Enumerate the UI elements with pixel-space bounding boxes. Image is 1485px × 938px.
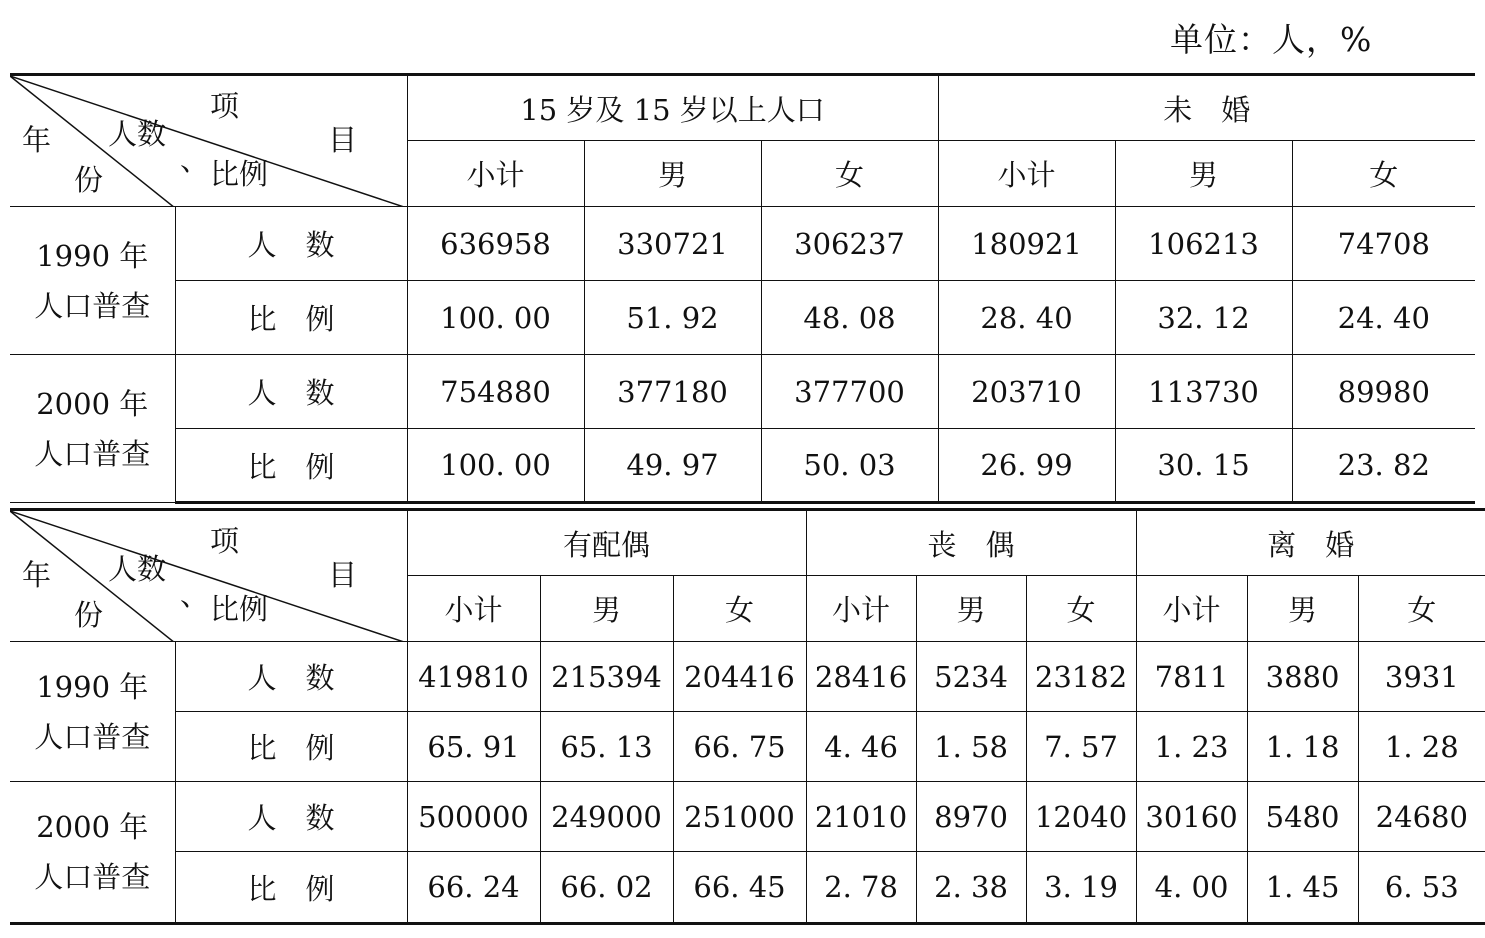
- row-group-label: [10, 207, 175, 355]
- table-cell: 28. 40: [938, 281, 1115, 355]
- corner-sep-label: 、: [180, 578, 210, 612]
- sub-header-female: 女: [1292, 141, 1475, 207]
- corner-header-cell: [10, 510, 407, 642]
- corner-ratio-label: 比例: [210, 157, 269, 191]
- table-cell: 24. 40: [1292, 281, 1475, 355]
- table-cell: 500000: [407, 782, 540, 852]
- table-cell: 66. 24: [407, 852, 540, 924]
- sub-header-male: 男: [584, 141, 761, 207]
- table-cell: 5234: [916, 642, 1026, 712]
- sub-header-male: 男: [1115, 141, 1292, 207]
- table-cell: 66. 45: [673, 852, 806, 924]
- table-cell: 1. 58: [916, 712, 1026, 782]
- table-cell: 28416: [806, 642, 916, 712]
- table-cell: 7. 57: [1026, 712, 1136, 782]
- table-cell: 5480: [1247, 782, 1358, 852]
- table-cell: 636958: [407, 207, 584, 281]
- sub-header-female: 女: [1026, 576, 1136, 642]
- table-cell: 65. 91: [407, 712, 540, 782]
- table-cell: 106213: [1115, 207, 1292, 281]
- sub-header-subtotal: 小计: [407, 576, 540, 642]
- row-label-ratio: 比 例: [175, 281, 407, 355]
- table-marital-status-top: [10, 73, 1475, 504]
- sub-header-female: 女: [761, 141, 938, 207]
- group-header: 离 婚: [1136, 510, 1485, 576]
- row-group-label: [10, 355, 175, 503]
- corner-mu-label: 目: [328, 558, 358, 592]
- table-cell: 30. 15: [1115, 429, 1292, 503]
- group-header: 有配偶: [407, 510, 806, 576]
- table-cell: 6. 53: [1358, 852, 1485, 924]
- row-label-ratio: 比 例: [175, 429, 407, 503]
- row-label-count: 人 数: [175, 207, 407, 281]
- table-cell: 50. 03: [761, 429, 938, 503]
- table-cell: 215394: [540, 642, 673, 712]
- row-label-count: 人 数: [175, 782, 407, 852]
- table-cell: 48. 08: [761, 281, 938, 355]
- corner-ratio-label: 比例: [210, 592, 269, 626]
- table-cell: 4. 46: [806, 712, 916, 782]
- table-cell: 4. 00: [1136, 852, 1247, 924]
- corner-mu-label: 目: [328, 123, 358, 157]
- group-header: 15 岁及 15 岁以上人口: [407, 75, 938, 141]
- table-cell: 66. 75: [673, 712, 806, 782]
- table-cell: 330721: [584, 207, 761, 281]
- table-cell: 3. 19: [1026, 852, 1136, 924]
- group-header: 丧 偶: [806, 510, 1136, 576]
- table-cell: 66. 02: [540, 852, 673, 924]
- table-cell: 65. 13: [540, 712, 673, 782]
- row-group-year: 2000 年: [36, 386, 149, 421]
- table-cell: 3931: [1358, 642, 1485, 712]
- table-cell: 21010: [806, 782, 916, 852]
- corner-count-label: 人数: [108, 552, 167, 586]
- row-group-year: 2000 年: [36, 810, 149, 844]
- table-cell: 249000: [540, 782, 673, 852]
- row-group-label: [10, 782, 175, 924]
- table-cell: 1. 18: [1247, 712, 1358, 782]
- table-cell: 377700: [761, 355, 938, 429]
- table-cell: 23. 82: [1292, 429, 1475, 503]
- table-cell: 8970: [916, 782, 1026, 852]
- sub-header-male: 男: [916, 576, 1026, 642]
- sub-header-male: 男: [540, 576, 673, 642]
- row-label-count: 人 数: [175, 355, 407, 429]
- table-cell: 2. 38: [916, 852, 1026, 924]
- corner-item-label: 项: [210, 89, 240, 123]
- row-label-ratio: 比 例: [175, 712, 407, 782]
- row-group-year: 1990 年: [36, 669, 149, 704]
- table-cell: 1. 23: [1136, 712, 1247, 782]
- table-cell: 1. 28: [1358, 712, 1485, 782]
- table-cell: 754880: [407, 355, 584, 429]
- table-cell: 51. 92: [584, 281, 761, 355]
- sub-header-subtotal: 小计: [1136, 576, 1247, 642]
- sub-header-subtotal: 小计: [938, 141, 1115, 207]
- unit-label: 单位：人，%: [1170, 20, 1373, 59]
- table-cell: 74708: [1292, 207, 1475, 281]
- table-cell: 89980: [1292, 355, 1475, 429]
- table-cell: 49. 97: [584, 429, 761, 503]
- table-cell: 2. 78: [806, 852, 916, 924]
- sub-header-female: 女: [673, 576, 806, 642]
- table-cell: 7811: [1136, 642, 1247, 712]
- table-cell: 180921: [938, 207, 1115, 281]
- row-group-label: [10, 642, 175, 782]
- corner-header-cell: [10, 75, 407, 207]
- table-marital-status-bottom: [10, 508, 1485, 925]
- sub-header-subtotal: 小计: [407, 141, 584, 207]
- table-cell: 203710: [938, 355, 1115, 429]
- table-cell: 377180: [584, 355, 761, 429]
- corner-fen-label: 份: [74, 598, 104, 632]
- table-cell: 32. 12: [1115, 281, 1292, 355]
- row-group-census: 人口普查: [34, 719, 151, 754]
- table-cell: 30160: [1136, 782, 1247, 852]
- table-cell: 100. 00: [407, 429, 584, 503]
- group-header: 未 婚: [938, 75, 1475, 141]
- table-cell: 204416: [673, 642, 806, 712]
- corner-count-label: 人数: [108, 117, 167, 151]
- table-cell: 306237: [761, 207, 938, 281]
- row-label-ratio: 比 例: [175, 852, 407, 924]
- row-group-census: 人口普查: [34, 860, 151, 894]
- row-label-count: 人 数: [175, 642, 407, 712]
- table-cell: 251000: [673, 782, 806, 852]
- sub-header-male: 男: [1247, 576, 1358, 642]
- sub-header-subtotal: 小计: [806, 576, 916, 642]
- row-group-census: 人口普查: [34, 436, 151, 471]
- table-cell: 113730: [1115, 355, 1292, 429]
- sub-header-female: 女: [1358, 576, 1485, 642]
- table-cell: 12040: [1026, 782, 1136, 852]
- table-cell: 419810: [407, 642, 540, 712]
- table-cell: 26. 99: [938, 429, 1115, 503]
- row-group-year: 1990 年: [36, 238, 149, 273]
- table-cell: 24680: [1358, 782, 1485, 852]
- corner-year-label: 年: [22, 558, 52, 592]
- table-cell: 3880: [1247, 642, 1358, 712]
- corner-fen-label: 份: [74, 163, 104, 197]
- table-cell: 23182: [1026, 642, 1136, 712]
- corner-item-label: 项: [210, 524, 240, 558]
- table-cell: 1. 45: [1247, 852, 1358, 924]
- table-cell: 100. 00: [407, 281, 584, 355]
- corner-year-label: 年: [22, 123, 52, 157]
- row-group-census: 人口普查: [34, 288, 151, 323]
- corner-sep-label: 、: [180, 143, 210, 177]
